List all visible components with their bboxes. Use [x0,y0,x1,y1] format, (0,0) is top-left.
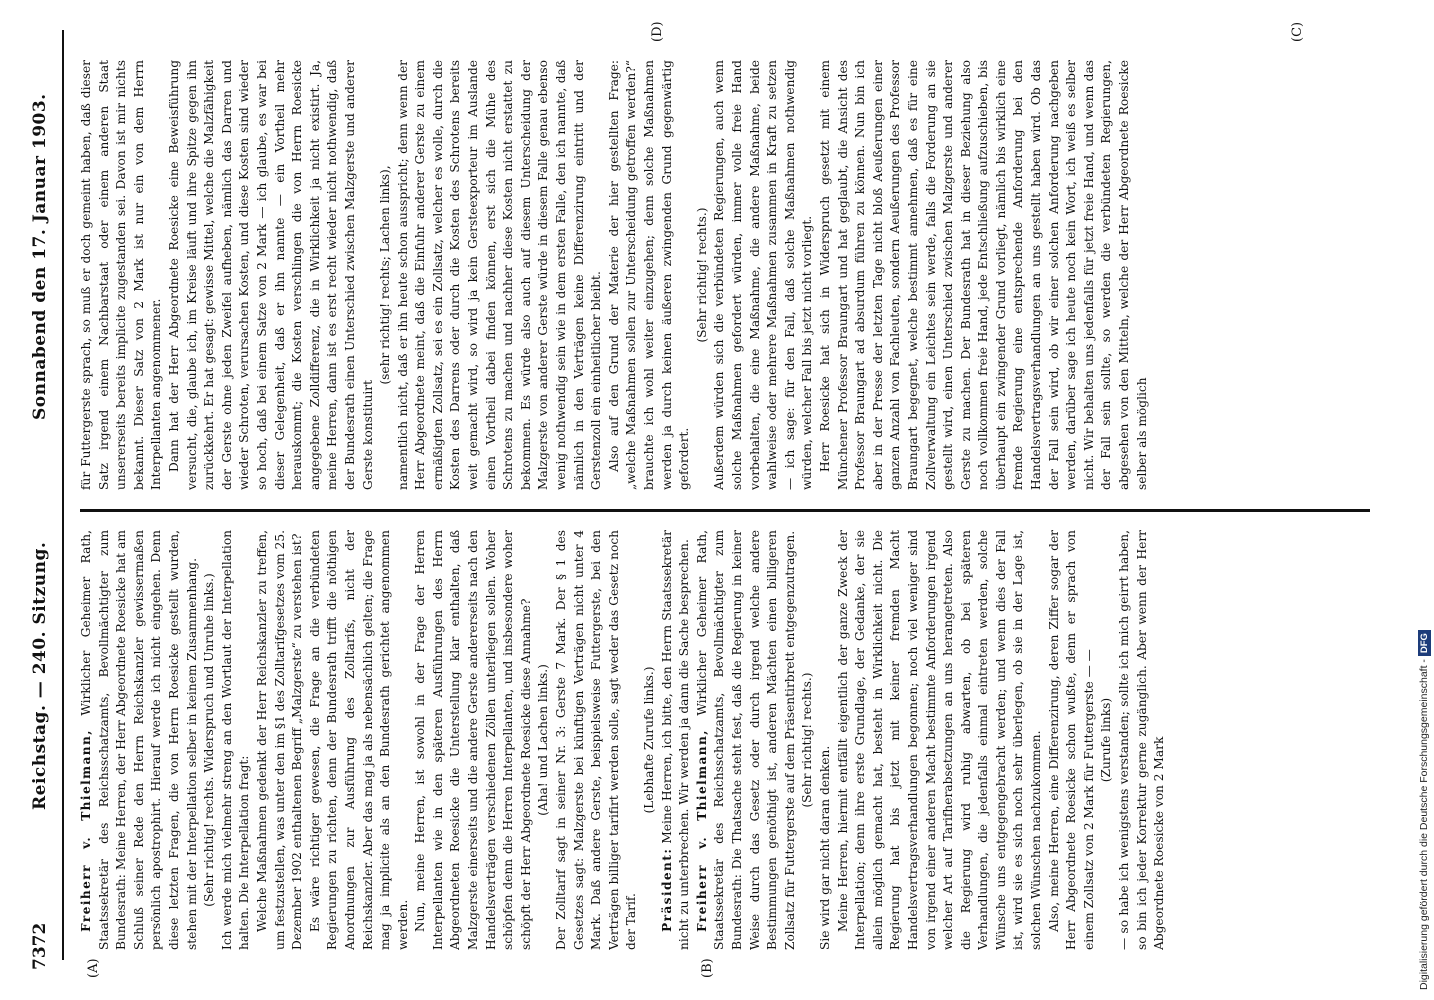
margin-marker-a: (A) [86,958,101,978]
paragraph [166,60,377,490]
paragraph-text: Wirklicher Geheimer Rath, Staatssekretär des Reichsschatzamts, Bevollmächtigter zum Bundesrath: Meine Herren, der Herr Abgeordnete Roesicke hat am Schluß seiner Rede den Herrn Reichskanzler gewissermaßen persönlich apostrophirt. Hierauf werde ich nicht eingehen. Denn diese letzten Fragen, die von Herrn Roesicke gestellt wurden, stehen mit der Interpellation selber in keinem Zusammenhang. [79,530,199,950]
left-column [78,530,1358,950]
margin-marker-c: (C) [1290,21,1305,42]
paragraph [711,60,817,490]
paragraph [694,530,800,950]
paragraph-text: Der Zolltarif sagt in seiner Nr. 3: Gerste 7 Mark. Der § 1 des Gesetzes sagt: Malzgerste bei künftigen Verträgen nicht unter 4 Mark. Daß andere Gerste, beispielsweise Futtergerste, bei den Verträgen billiger tarifirt werden solle, sagt weder das Gesetz noch der Tarif. [554,530,639,950]
paragraph-text: Außerdem würden sich die verbündeten Regierungen, auch wenn solche Maßnahmen gefordert würden, immer volle freie Hand vorbehalten, die eine Maßnahme, die andere Maßnahme, beide wahlweise oder mehrere Maßnahmen zusammen in Kraft zu setzen — ich sage: für den Fall, daß solche Maßnahmen nothwendig würden, welcher Fall bis jetzt nicht vorliegt. [712,60,815,490]
paragraph-text: (Sehr richtig! rechts.) [694,207,709,343]
paragraph-text: Meine Herren, hiermit entfällt eigentlich der ganze Zweck der Interpellation; denn ihre erste Grundlage, der Gedanke, der sie allein möglich gemacht hat, besteht in Wirklichkeit nicht. Die Regierung hat bis jetzt mit keiner fremden Macht Handelsvertragsverhandlungen begonnen; noch viel weniger sind von irgend einer anderen Macht bestimmte Anforderungen irgend welcher Art auf Tarifherabsetzungen an uns herangetreten. Also die Regierung wird ruhig abwarten, ob bei späteren Verhandlungen, die jedenfalls einmal eintreten werden, solche Wünsche uns entgegengebracht werden; und wenn dies der Fall ist, wird sie es sich noch sehr überlegen, ob sie in der Lage ist, solchen Wünschen nachzukommen. [835,530,1044,950]
digitization-credit [1416,10,1432,990]
paragraph-text: Es wäre richtiger gewesen, die Frage an die verbündeten Regierungen zu richten, denn der Bundesrath trifft die nöthigen Anordnungen zur Ausführung des Zolltarifs, nicht der Reichskanzler. Aber das mag ja als nebensächlich gelten; die Frage mag ja implicite als an den Bundesrath gerichtet angenommen werden. [307,530,410,950]
credit-text: Digitalisierung gefördert durch die Deutsche Forschungsgemeinschaft - [1418,659,1430,990]
paragraph [817,60,1151,490]
speaker-name: Freiherr v. Thielmann, [694,729,709,932]
paragraph-text: für Futtergerste sprach, so muß er doch gemeint haben, daß dieser Satz irgend einem Nachbarstaat oder einem anderen Staat unsererseits bereits implicite zugestanden sei. Davon ist mir nichts bekannt. Dieser Satz von 2 Mark ist nur ein von dem Herrn Interpellanten angenommener. [79,60,164,490]
paragraph [412,530,535,950]
paragraph-text: Also, meine Herren, eine Differenzirung, deren Ziffer sogar der Herr Abgeordnete Roesicke schon wußte, denn er sprach von einem Zollsatz von 2 Mark für Futtergerste — — [1046,530,1096,950]
paragraph [395,60,606,490]
paragraph [1046,530,1099,950]
margin-marker-d: (D) [650,21,665,42]
session-date: Sonnabend den 17. Januar 1903. [30,93,50,420]
paragraph [817,530,835,950]
paragraph-text: (Sehr richtig! rechts.) [800,672,815,808]
paragraph [307,530,413,950]
paragraph-text: (sehr richtig! rechts; Lachen links), [378,165,393,385]
paragraph [1098,530,1116,950]
paragraph [78,60,166,490]
paragraph [78,530,201,950]
paragraph [694,60,712,490]
paragraph [799,530,817,950]
paragraph [606,60,694,490]
paragraph-text: (Zurufe links) [1099,697,1114,783]
paragraph-text: Nun, meine Herren, ist sowohl in der Frage der Herren Interpellanten wie in den späteren Ausführungen des Herrn Abgeordneten Roesicke die Unterstellung klar enthalten, daß Malzgerste einerseits und die andere Gerste andererseits nach den Handelsverträgen verschiedenen Zöllen unterliegen sollen. Woher schöpfen denn die Herren Interpellanten, und insbesondere woher schöpft der Herr Abgeordnete Roesicke diese Annahme? [413,530,533,950]
paragraph [535,530,553,950]
running-head [22,20,62,980]
paragraph-text: Wirklicher Geheimer Rath, Staatssekretär des Reichsschatzamts, Bevollmächtigter zum Bundesrath: Die Thatsache steht fest, daß die Regierung in keiner Weise durch das Gesetz oder durch irgend welche andere Bestimmungen genöthigt ist, anderen Mächten einen billigeren Zollsatz für Futtergerste auf dem Präsentirbrett entgegenzutragen. [694,530,797,950]
column-divider [80,509,1370,512]
dfg-logo: DFG [1418,630,1431,656]
right-column [78,60,1358,490]
paragraph [219,530,254,950]
paragraph-text: (Aha! und Lachen links.) [536,664,551,816]
paragraph [201,530,219,950]
paragraph-text: Also auf den Grund der Materie der hier gestellten Frage: „welche Maßnahmen sollen zur Unterscheidung getroffen werden?“ brauchte ich wohl weiter einzugehen; denn solche Maßnahmen werden ja durch keinen äußeren zwingenden Grund gegenwärtig gefordert. [606,60,692,490]
paragraph-text: (Sehr richtig! rechts. Widerspruch und Unruhe links.) [202,573,217,907]
page-number: 7372 [30,922,50,970]
session-title: Reichstag. — 240. Sitzung. [30,541,50,810]
paragraph [377,60,395,490]
paragraph-text: Sie wird gar nicht daran denken. [817,745,832,950]
paragraph-text: Dann hat der Herr Abgeordnete Roesicke eine Beweisführung versucht, die, glaube ich, im Kreise läuft und ihre Spitze gegen ihn zurückkehrt. Er hat gesagt: gewisse Mittel, welche die Malzfähigkeit der Gerste ohne jeden Zweifel aufheben, nämlich das Darren und wieder Schroten, verursachen Kosten, und diese Kosten sind wieder so hoch, daß bei einem Satze von 2 Mark — ich glaube, es war bei dieser Gelegenheit, daß er ihn nannte — ein Vortheil mehr herauskommt; die Kosten verschlingen die von Herrn Roesicke angegebene Zolldifferenz, die in Wirklichkeit ja nicht existirt. Ja, meine Herren, dann ist es erst recht wieder nicht nothwendig, daß der Bundesrath einen Unterschied zwischen Malzgerste und anderer Gerste konstituirt [166,60,375,490]
speaker-name: Freiherr v. Thielmann, [79,729,93,932]
paragraph-text: (Lebhafte Zurufe links.) [642,666,656,814]
paragraph [254,530,307,950]
paragraph [659,530,694,950]
paragraph [641,530,659,950]
paragraph-text: Ich werde mich vielmehr streng an den Wortlaut der Interpellation halten. Die Interpellation fragt: [219,530,252,950]
paragraph-text: Meine Herren, ich bitte, den Herrn Staatssekretär nicht zu unterbrechen. Wir werden ja dann die Sache besprechen. [659,530,692,950]
paragraph-text: Herr Roesicke hat sich in Widerspruch gesetzt mit einem Münchener Professor Braungart und hat geglaubt, die Ansicht des Professor Braungart ad absurdum führen zu können. Nun bin ich aber in der Presse der letzten Tage nicht bloß Aeußerungen einer ganzen Anzahl von Fachleuten, sondern Aeußerungen des Professor Braungart begegnet, welche bestimmt annehmen, daß es für eine Zollverwaltung ein Leichtes sein werde, falls die Forderung an sie gestellt wird, einen Unterschied zwischen Malzgerste und anderer Gerste zu machen. Der Bundesrath hat in dieser Beziehung also noch vollkommen freie Hand, jede Entschließung aufzuschieben, bis überhaupt ein zwingender Grund vorliegt, nämlich bis wirklich eine fremde Regierung eine entsprechende Anforderung bei den Handelsvertragsverhandlungen an uns gestellt haben wird. Ob das der Fall sein wird, ob wir einer solchen Anforderung nachgeben werden, darüber sage ich heute noch kein Wort, ich weiß es selber nicht. Wir behalten uns jedenfalls für jetzt freie Hand, und wenn das der Fall sein sollte, so werden die verbündeten Regierungen, abgesehen von den Mitteln, welche der Herr Abgeordnete Roesicke selber als möglich [817,60,1149,490]
paragraph-text: — so habe ich wenigstens verstanden; sollte ich mich geirrt haben, so bin ich jeder Korrektur gerne zugänglich. Aber wenn der Herr Abgeordnete Roesicke von 2 Mark [1117,530,1167,950]
paragraph [1116,530,1169,950]
margin-marker-b: (B) [700,958,715,978]
paragraph [835,530,1046,950]
paragraph-text: Welche Maßnahmen gedenkt der Herr Reichskanzler zu treffen, um festzustellen, was unter den im §1 des Zolltarifgesetzes vom 25. Dezember 1902 enthaltenen Begriff „Malzgerste“ zu verstehen ist? [254,530,305,950]
paragraph [553,530,641,950]
speaker-name: Präsident: [659,847,674,932]
header-rule [62,30,64,960]
paragraph-text: namentlich nicht, daß er ihn heute schon ausspricht; denn wenn der Herr Abgeordnete meint, daß die Einfuhr anderer Gerste zu einem ermäßigten Zollsatz, sei es ein Zollsatz, welcher es wolle, durch die Kosten des Darrens oder durch die Kosten des Schrotens bereits weit gemacht wird, so wird ja kein Gersteexporteur im Auslande einen Vortheil dabei finden können, erst sich die Mühe des Schrotens zu machen und nachher diese Kosten nicht erstattet zu bekommen. Es würde also auch auf diesem Unterscheidung der Malzgerste von anderer Gerste würde in diesem Falle genau ebenso wenig nothwendig sein wie in dem ersten Falle, den ich nannte, daß nämlich in den Verträgen keine Differenzirung eintritt und der Gerstenzoll ein einheitlicher bleibt. [395,60,604,490]
